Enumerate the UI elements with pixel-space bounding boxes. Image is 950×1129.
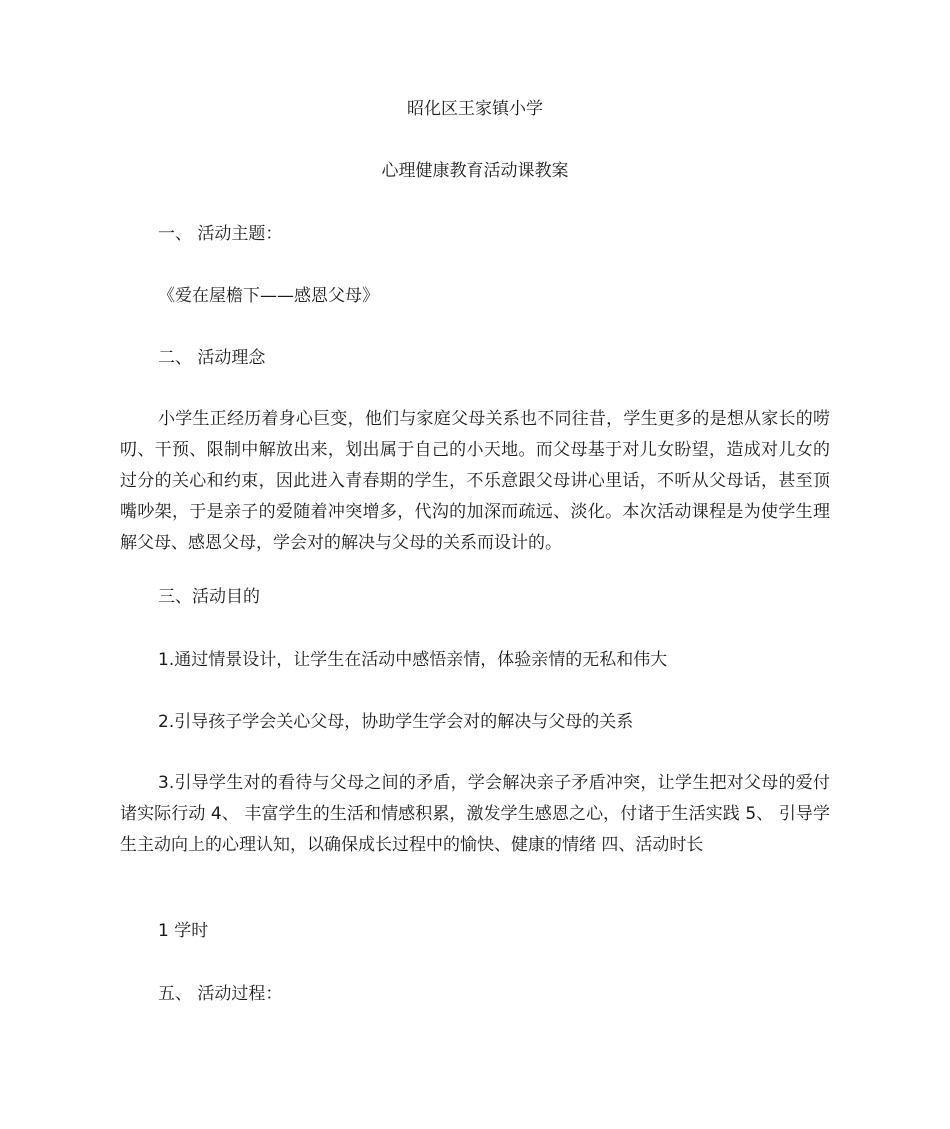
section-heading-theme: 一、 活动主题： xyxy=(158,224,283,244)
goal-item-3-paragraph: 3.引导学生对的看待与父母之间的矛盾，学会解决亲子矛盾冲突，让学生把对父母的爱付诸实际行动 4、 丰富学生的生活和情感积累，激发学生感恩之心，付诸于生活实践 5、 引导学生主动向上的心理认知，以确保成长过程中的愉快、健康的情绪 四、活动时长 xyxy=(120,773,830,855)
theme-text: 《爱在屋檐下——感恩父母》 xyxy=(158,286,379,306)
section-heading-process: 五、 活动过程： xyxy=(158,984,283,1004)
section-heading-concept: 二、 活动理念 xyxy=(158,348,266,368)
duration-text: 1 学时 xyxy=(158,921,209,941)
section-heading-goals: 三、活动目的 xyxy=(158,587,260,607)
goal-item-1: 1.通过情景设计，让学生在活动中感悟亲情，体验亲情的无私和伟大 xyxy=(158,650,668,670)
concept-paragraph: 小学生正经历着身心巨变，他们与家庭父母关系也不同往昔，学生更多的是想从家长的唠叨、干预、限制中解放出来，划出属于自己的小天地。而父母基于对儿女盼望，造成对儿女的过分的关心和约束，因此进入青春期的学生，不乐意跟父母讲心里话，不听从父母话，甚至顶嘴吵架，于是亲子的爱随着冲突增多，代沟的加深而疏远、淡化。本次活动课程是为使学生理解父母、感恩父母，学会对的解决与父母的关系而设计的。 xyxy=(120,409,830,553)
goal-item-2: 2.引导孩子学会关心父母，协助学生学会对的解决与父母的关系 xyxy=(158,712,634,732)
school-name: 昭化区王家镇小学 xyxy=(407,99,543,119)
document-title: 心理健康教育活动课教案 xyxy=(381,161,569,181)
